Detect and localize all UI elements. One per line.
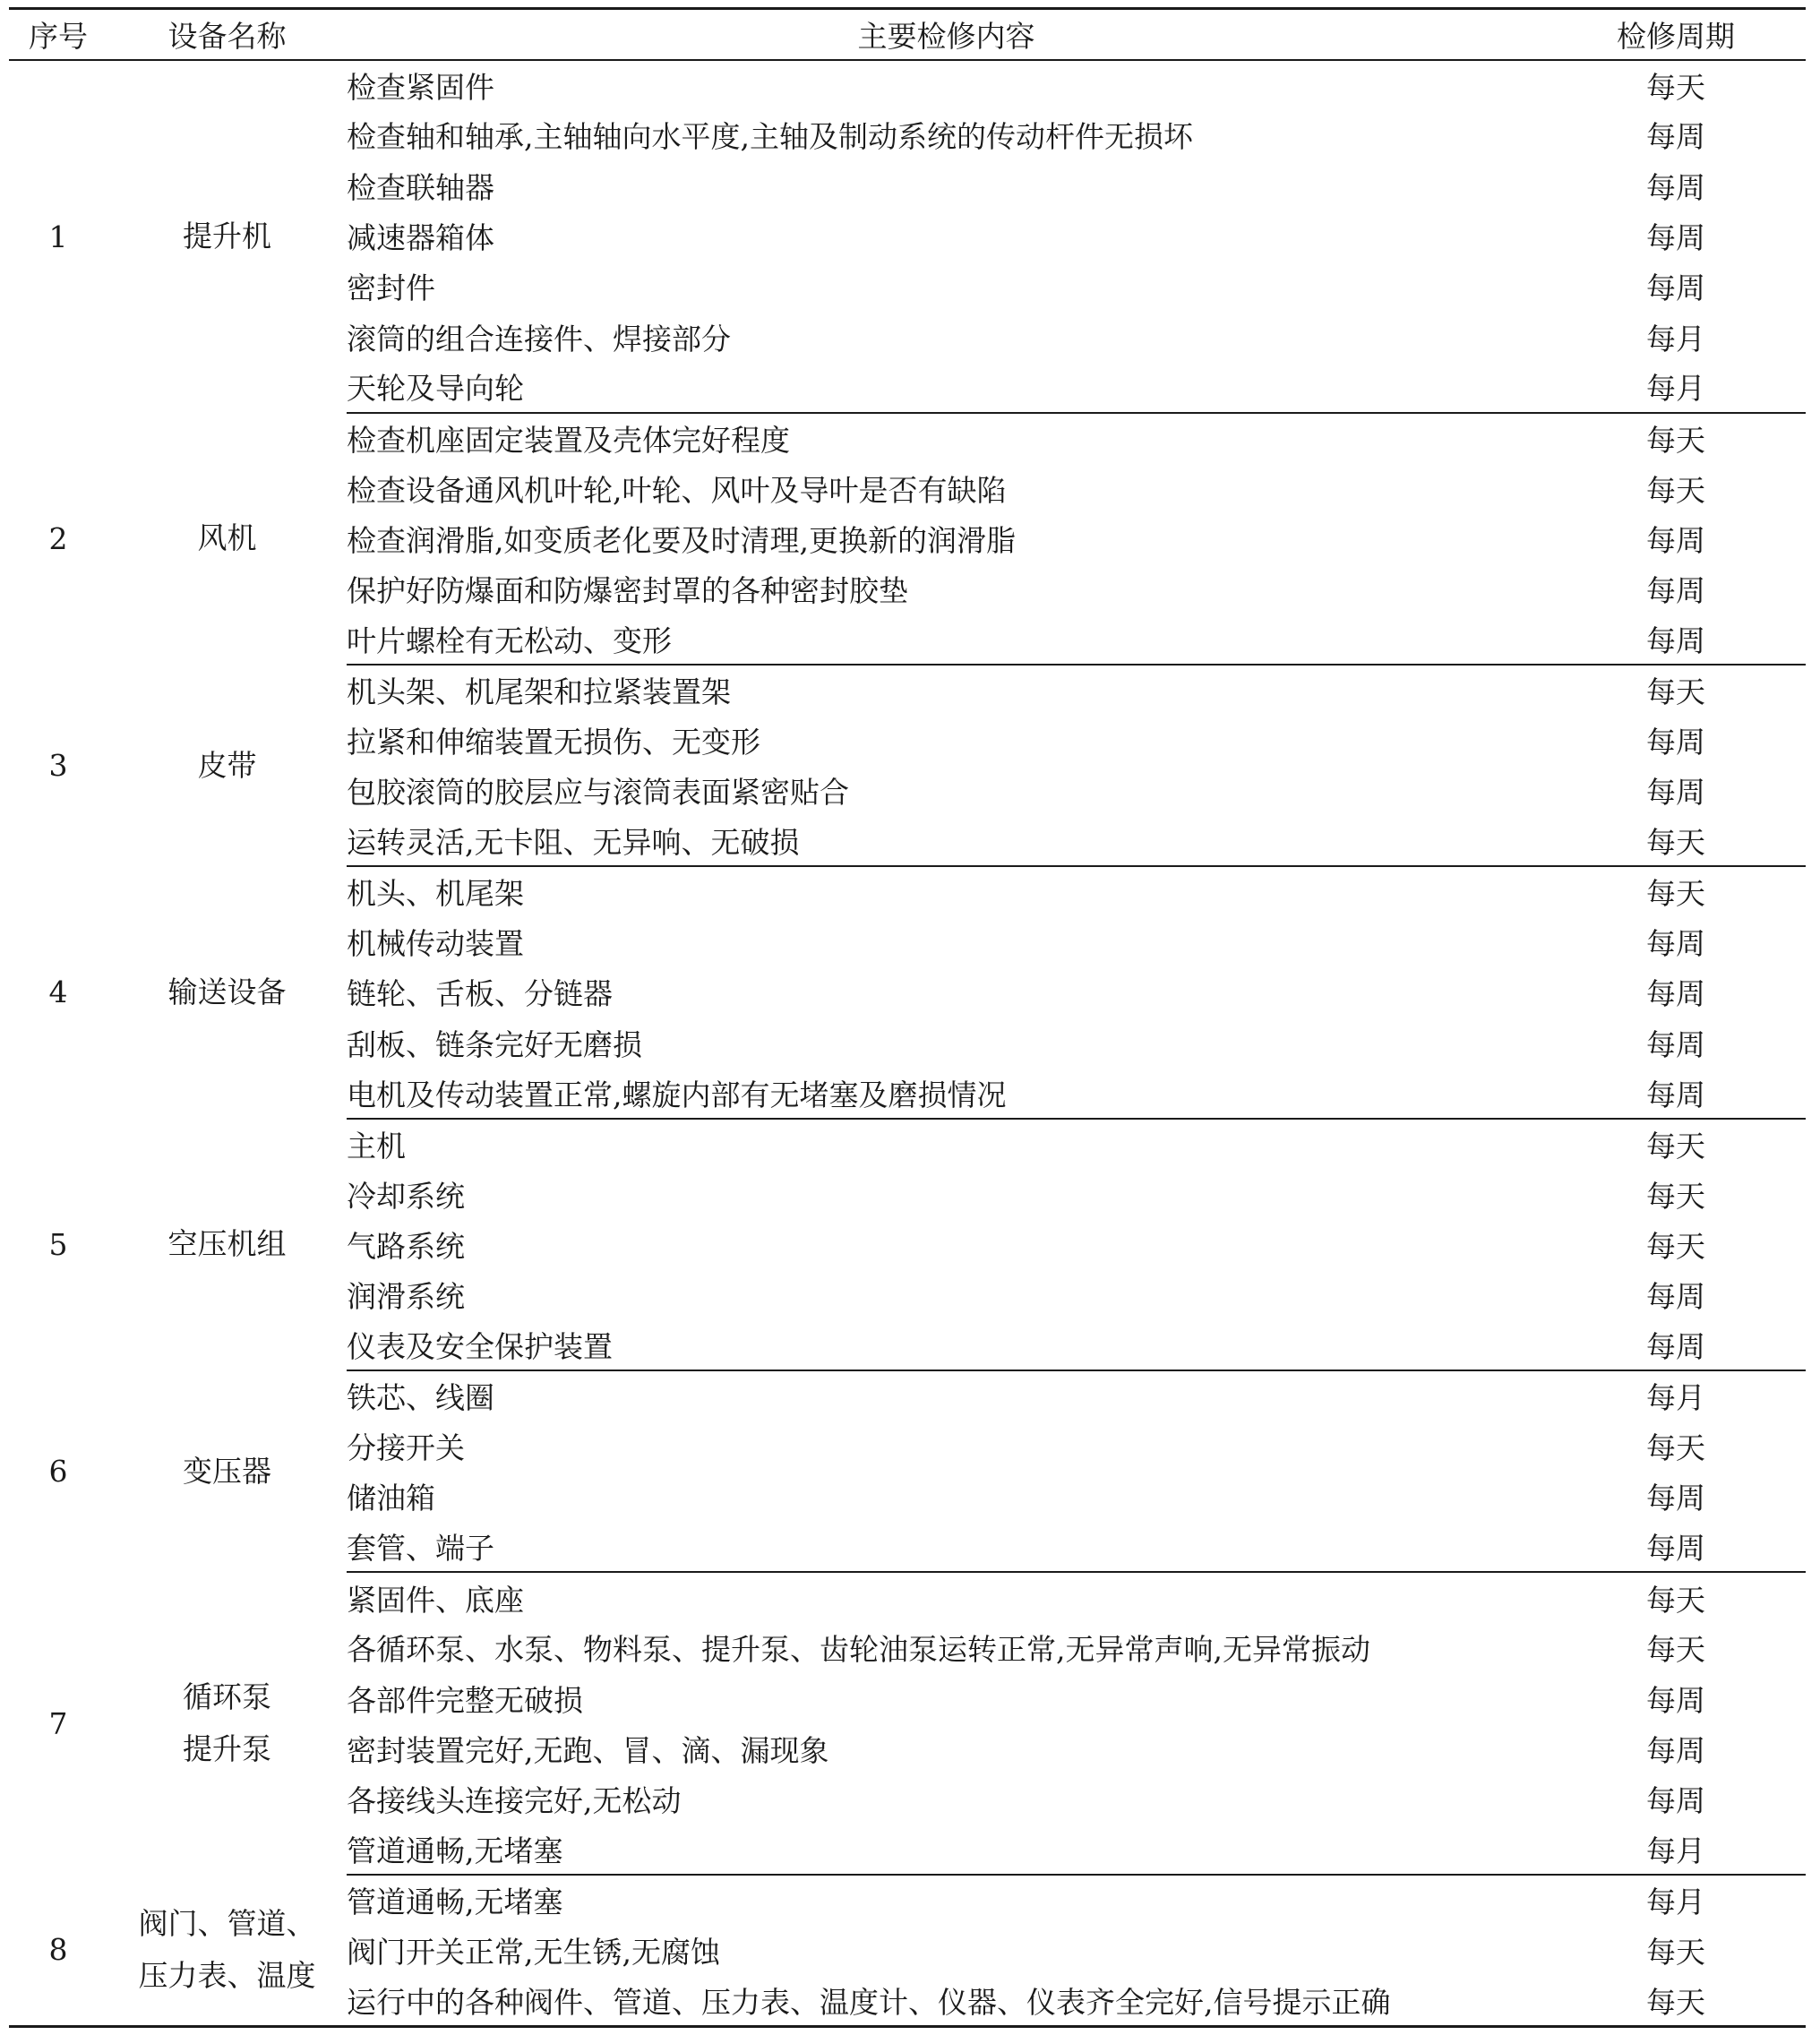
inspection-cycle: 每周 — [1646, 1732, 1705, 1768]
inspection-content: 仪表及安全保护装置 — [347, 1329, 613, 1365]
row-number: 6 — [48, 1454, 68, 1490]
device-name — [107, 866, 347, 1118]
inspection-cycle: 每周 — [1646, 169, 1705, 205]
inspection-cycle: 每周 — [1646, 976, 1705, 1012]
inspection-content: 保护好防爆面和防爆密封罩的各种密封胶垫 — [347, 573, 908, 609]
inspection-content: 管道通畅,无堵塞 — [347, 1833, 563, 1869]
table-row — [9, 1875, 1806, 1925]
inspection-content: 主机 — [347, 1119, 1546, 1169]
inspection-cycle: 每周 — [1646, 1329, 1705, 1365]
inspection-cycle: 每周 — [1646, 1077, 1705, 1112]
inspection-content: 机械传动装置 — [347, 926, 524, 962]
inspection-content: 阀门开关正常,无生锈,无腐蚀 — [347, 1935, 720, 1971]
inspection-cycle: 每天 — [1546, 665, 1806, 715]
inspection-cycle: 每周 — [1646, 270, 1705, 306]
inspection-content: 储油箱 — [347, 1481, 435, 1516]
device-name-line: 皮带 — [197, 747, 257, 783]
inspection-cycle: 每周 — [1646, 220, 1705, 256]
row-number: 7 — [48, 1705, 68, 1741]
inspection-content: 拉紧和伸缩装置无损伤、无变形 — [347, 725, 760, 760]
inspection-cycle: 每天 — [1646, 1935, 1705, 1971]
inspection-content: 检查联轴器 — [347, 169, 494, 205]
device-group — [9, 1572, 1806, 1875]
inspection-cycle: 每天 — [1546, 1976, 1806, 2026]
inspection-cycle: 每周 — [1646, 522, 1705, 558]
inspection-cycle: 每天 — [1646, 825, 1705, 861]
device-name — [107, 1875, 347, 2026]
inspection-content: 运行中的各种阀件、管道、压力表、温度计、仪器、仪表齐全完好,信号提示正确 — [347, 1976, 1546, 2026]
table-row — [9, 866, 1806, 916]
header-device-name: 设备名称 — [107, 9, 347, 60]
inspection-cycle: 每月 — [1546, 1875, 1806, 1925]
device-name — [107, 60, 347, 413]
device-name-line: 循环泵 — [183, 1679, 271, 1715]
header-no: 序号 — [9, 9, 107, 60]
inspection-cycle: 每月 — [1646, 371, 1705, 407]
inspection-content: 链轮、舌板、分链器 — [347, 976, 613, 1012]
inspection-cycle: 每月 — [1646, 321, 1705, 356]
inspection-cycle: 每天 — [1646, 1632, 1705, 1668]
inspection-content: 检查紧固件 — [347, 60, 1546, 110]
inspection-cycle: 每天 — [1546, 1572, 1806, 1622]
inspection-cycle: 每周 — [1646, 1682, 1705, 1718]
inspection-content: 检查设备通风机叶轮,叶轮、风叶及导叶是否有缺陷 — [347, 472, 1007, 508]
inspection-content: 刮板、链条完好无磨损 — [347, 1026, 642, 1062]
inspection-content: 滚筒的组合连接件、焊接部分 — [347, 321, 731, 356]
inspection-cycle: 每周 — [1646, 119, 1705, 155]
device-name — [107, 1370, 347, 1572]
device-group — [9, 1119, 1806, 1370]
inspection-cycle: 每周 — [1646, 1279, 1705, 1315]
inspection-cycle: 每周 — [1646, 775, 1705, 811]
inspection-cycle: 每周 — [1646, 1026, 1705, 1062]
device-name — [107, 1119, 347, 1370]
inspection-content: 减速器箱体 — [347, 220, 494, 256]
device-name — [107, 665, 347, 866]
inspection-content: 检查润滑脂,如变质老化要及时清理,更换新的润滑脂 — [347, 522, 1016, 558]
inspection-content: 机头架、机尾架和拉紧装置架 — [347, 665, 1546, 715]
table-row — [9, 665, 1806, 715]
device-name-line: 风机 — [197, 520, 257, 556]
device-group — [9, 60, 1806, 413]
inspection-cycle: 每天 — [1546, 413, 1806, 463]
inspection-cycle: 每天 — [1646, 472, 1705, 508]
device-group — [9, 1370, 1806, 1572]
device-name-line: 提升泵 — [183, 1731, 271, 1767]
inspection-cycle: 每天 — [1546, 60, 1806, 110]
inspection-content: 密封件 — [347, 270, 435, 306]
table-row — [9, 413, 1806, 463]
inspection-cycle: 每周 — [1646, 573, 1705, 609]
row-number: 8 — [9, 1875, 107, 2026]
inspection-content: 天轮及导向轮 — [347, 371, 524, 407]
inspection-cycle: 每天 — [1646, 1430, 1705, 1466]
table-header-row — [9, 9, 1806, 60]
device-name-line: 输送设备 — [167, 974, 287, 1009]
table-row — [9, 1572, 1806, 1622]
maintenance-table — [9, 7, 1806, 2028]
device-name — [107, 1572, 347, 1875]
inspection-cycle: 每周 — [1646, 1783, 1705, 1819]
table-row — [9, 1370, 1806, 1421]
row-number: 4 — [48, 975, 68, 1010]
inspection-content: 铁芯、线圈 — [347, 1370, 1546, 1421]
inspection-content: 运转灵活,无卡阻、无异响、无破损 — [347, 825, 800, 861]
device-group — [9, 413, 1806, 665]
device-name-line: 提升机 — [183, 219, 271, 254]
inspection-content: 各循环泵、水泵、物料泵、提升泵、齿轮油泵运转正常,无异常声响,无异常振动 — [347, 1632, 1370, 1668]
inspection-cycle: 每天 — [1646, 1178, 1705, 1214]
inspection-cycle: 每天 — [1546, 1119, 1806, 1169]
device-name-line: 变压器 — [183, 1453, 271, 1489]
row-number: 1 — [48, 219, 68, 254]
inspection-content: 包胶滚筒的胶层应与滚筒表面紧密贴合 — [347, 775, 849, 811]
inspection-content: 套管、端子 — [347, 1531, 494, 1567]
inspection-content: 分接开关 — [347, 1430, 465, 1466]
inspection-content: 机头、机尾架 — [347, 866, 1546, 916]
device-name-line: 压力表、温度 — [138, 1957, 316, 1993]
inspection-cycle: 每周 — [1646, 926, 1705, 962]
header-cycle: 检修周期 — [1546, 9, 1806, 60]
inspection-cycle: 每周 — [1646, 725, 1705, 760]
row-number: 3 — [48, 748, 68, 784]
device-name — [107, 413, 347, 665]
inspection-content: 润滑系统 — [347, 1279, 465, 1315]
row-number: 5 — [48, 1226, 68, 1262]
inspection-content: 检查机座固定装置及壳体完好程度 — [347, 413, 1546, 463]
inspection-content: 气路系统 — [347, 1228, 465, 1264]
inspection-content: 各部件完整无破损 — [347, 1682, 583, 1718]
inspection-content: 冷却系统 — [347, 1178, 465, 1214]
inspection-cycle: 每月 — [1546, 1370, 1806, 1421]
inspection-cycle: 每周 — [1646, 1481, 1705, 1516]
inspection-cycle: 每天 — [1546, 866, 1806, 916]
inspection-cycle: 每周 — [1646, 1531, 1705, 1567]
device-group — [9, 1875, 1806, 2026]
device-name-line: 阀门、管道、 — [138, 1905, 316, 1941]
inspection-cycle: 每周 — [1646, 623, 1705, 658]
device-group — [9, 866, 1806, 1118]
inspection-content: 电机及传动装置正常,螺旋内部有无堵塞及磨损情况 — [347, 1077, 1007, 1112]
inspection-content: 叶片螺栓有无松动、变形 — [347, 623, 672, 658]
inspection-cycle: 每天 — [1646, 1228, 1705, 1264]
header-main-content: 主要检修内容 — [347, 9, 1546, 60]
inspection-content: 密封装置完好,无跑、冒、滴、漏现象 — [347, 1732, 829, 1768]
inspection-content: 各接线头连接完好,无松动 — [347, 1783, 682, 1819]
row-number: 2 — [48, 520, 68, 556]
table-row — [9, 1119, 1806, 1169]
inspection-cycle: 每月 — [1646, 1833, 1705, 1869]
device-group — [9, 665, 1806, 866]
device-name-line: 空压机组 — [167, 1226, 287, 1262]
table-row — [9, 60, 1806, 110]
inspection-content: 管道通畅,无堵塞 — [347, 1875, 1546, 1925]
inspection-content: 紧固件、底座 — [347, 1572, 1546, 1622]
inspection-content: 检查轴和轴承,主轴轴向水平度,主轴及制动系统的传动杆件无损坏 — [347, 119, 1193, 155]
